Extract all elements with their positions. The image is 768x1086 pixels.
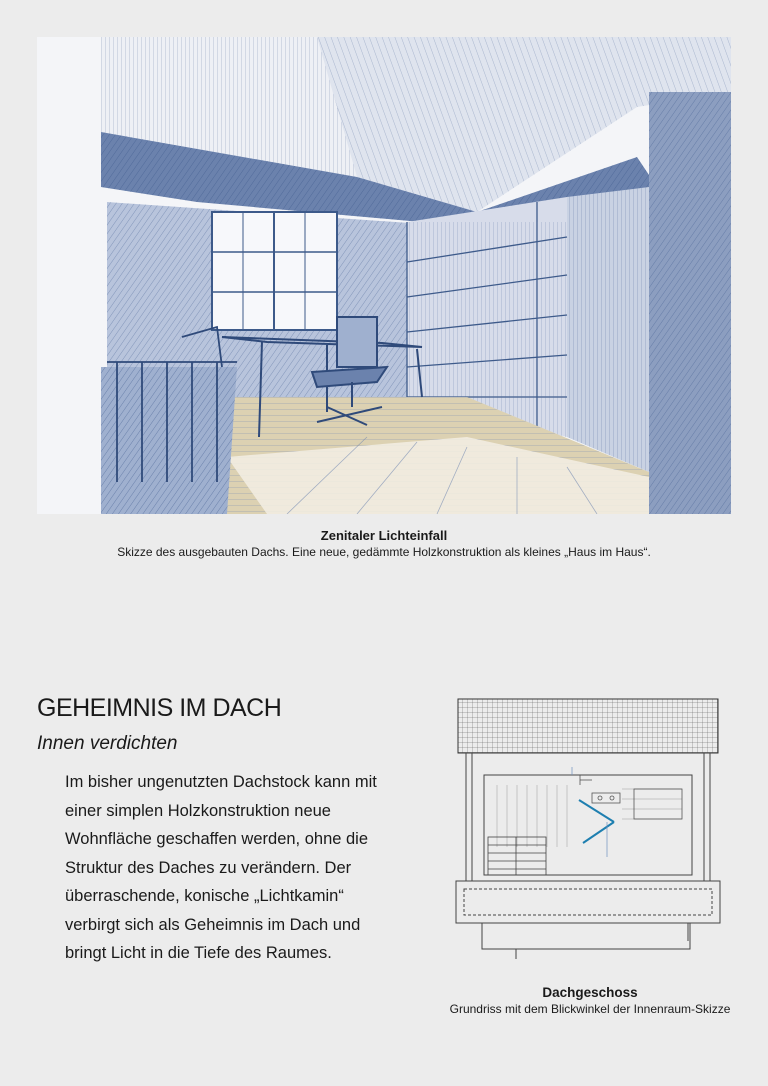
section-subheading: Innen verdichten <box>37 733 178 754</box>
plan-caption-title: Dachgeschoss <box>542 985 638 1000</box>
plan-caption <box>440 985 740 1017</box>
sketch-caption-text: Skizze des ausgebauten Dachs. Eine neue, gedämmte Holzkonstruktion als kleines „Haus im Haus“. <box>117 545 651 559</box>
section-body-text: Im bisher ungenutzten Dachstock kann mit einer simplen Holzkonstruktion neue Wohnfläche geschaffen werden, ohne die Struktur des Daches zu verändern. Der überraschende, konische „Lichtkamin“ verbirgt sich als Geheimnis im Dach und bringt Licht in die Tiefe des Raumes. <box>65 773 377 962</box>
plan-caption-text: Grundriss mit dem Blickwinkel der Innenraum-Skizze <box>449 1002 731 1016</box>
section-heading: GEHEIMNIS IM DACH <box>37 694 282 722</box>
sketch-caption <box>0 528 768 559</box>
floor-plan <box>452 697 724 959</box>
interior-sketch <box>37 37 731 514</box>
sketch-caption-title: Zenitaler Lichteinfall <box>320 528 448 543</box>
